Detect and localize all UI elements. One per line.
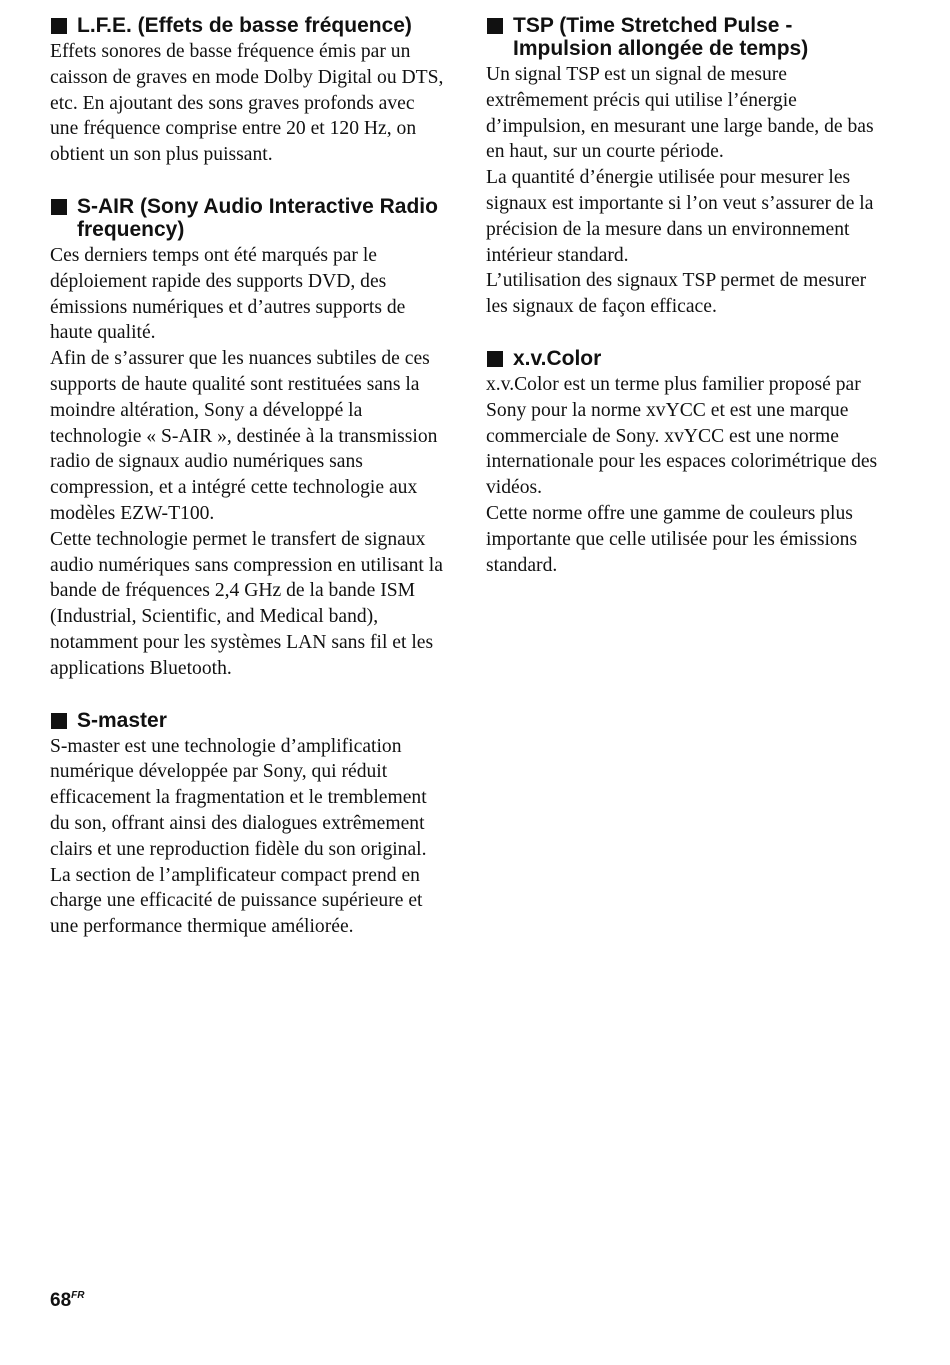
paragraph: Effets sonores de basse fréquence émis par un caisson de graves en mode Dolby Digital ou DTS, etc. En ajoutant des sons graves profonds avec une fréquence comprise entre 20 et 120 Hz, on obtient un son plus puissant. <box>50 41 444 166</box>
page-footer <box>50 1290 84 1312</box>
paragraph: S-master est une technologie d’amplification numérique développée par Sony, qui réduit efficacement la fragmentation et le tremblement du son, offrant ainsi des dialogues extrêmement clairs et une reproduction fidèle du son original. La section de l’amplificateur compact prend en charge une efficacité de puissance supérieure et une performance thermique améliorée. <box>50 735 427 938</box>
square-bullet-icon <box>51 18 67 34</box>
square-bullet-icon <box>51 713 67 729</box>
square-bullet-icon <box>487 18 503 34</box>
paragraph: Afin de s’assurer que les nuances subtiles de ces supports de haute qualité sont restituées sans la moindre altération, Sony a développé la technologie « S-AIR », destinée à la transmission radio de signaux audio numériques sans compression, et a intégré cette technologie aux modèles EZW-T100. <box>50 348 438 524</box>
heading-text: S-master <box>77 708 167 732</box>
square-bullet-icon <box>51 199 67 215</box>
section-heading <box>50 14 445 37</box>
heading-text: x.v.Color <box>513 346 602 370</box>
paragraph: L’utilisation des signaux TSP permet de mesurer les signaux de façon efficace. <box>486 270 867 318</box>
language-code: FR <box>71 1290 85 1301</box>
section-heading <box>50 709 445 732</box>
section-lfe <box>50 14 445 168</box>
section-s-air <box>50 195 445 682</box>
paragraph: La quantité d’énergie utilisée pour mesurer les signaux est importante si l’on veut s’assurer de la précision de la mesure dans un environnement intérieur standard. <box>486 167 874 266</box>
section-xvcolor <box>486 347 881 578</box>
paragraph: Cette norme offre une gamme de couleurs plus importante que celle utilisée pour les émissions standard. <box>486 502 858 576</box>
section-heading <box>486 347 881 370</box>
section-heading <box>50 195 445 241</box>
right-column <box>486 14 881 605</box>
left-column <box>50 14 445 967</box>
paragraph: Cette technologie permet le transfert de signaux audio numériques sans compression en utilisant la bande de fréquences 2,4 GHz de la bande ISM (Industrial, Scientific, and Medical band), notamment pour les systèmes LAN sans fil et les applications Bluetooth. <box>50 528 443 679</box>
heading-text: S-AIR (Sony Audio Interactive Radio frequency) <box>77 194 438 241</box>
paragraph: Ces derniers temps ont été marqués par le déploiement rapide des supports DVD, des émissions numériques et d’autres supports de haute qualité. <box>50 244 406 344</box>
heading-text: TSP (Time Stretched Pulse - Impulsion allongée de temps) <box>513 14 809 60</box>
section-s-master <box>50 709 445 940</box>
paragraph: x.v.Color est un terme plus familier proposé par Sony pour la norme xvYCC et est une marque commerciale de Sony. xvYCC est une norme internationale pour les espaces colorimétrique des vidéos. <box>486 373 878 499</box>
page-number: 68 <box>50 1290 72 1311</box>
square-bullet-icon <box>487 351 503 367</box>
heading-text: L.F.E. (Effets de basse fréquence) <box>77 14 412 37</box>
section-tsp <box>486 14 881 320</box>
paragraph: Un signal TSP est un signal de mesure extrêmement précis qui utilise l’énergie d’impulsion, en mesurant une large bande, de bas en haut, sur un courte période. <box>486 64 874 163</box>
section-heading <box>486 14 881 60</box>
